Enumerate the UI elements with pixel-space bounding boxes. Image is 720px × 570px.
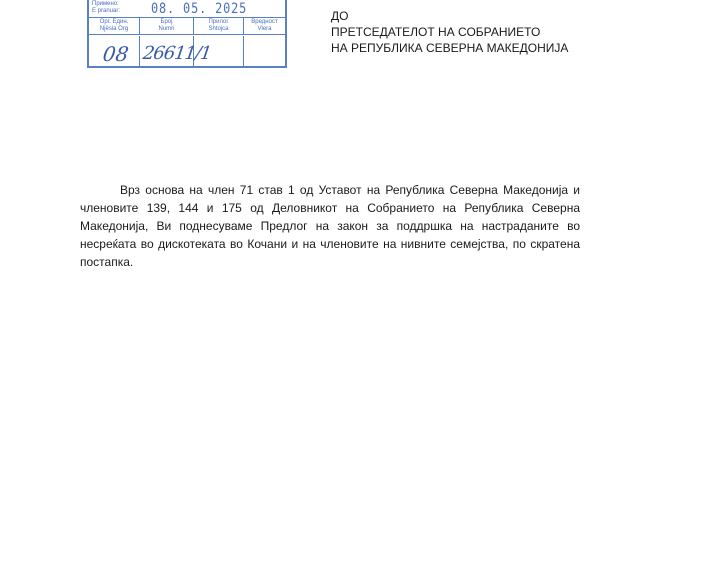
addressee-to: ДО xyxy=(331,9,349,23)
stamp-date-row xyxy=(89,0,285,18)
stamp-value-cell xyxy=(244,36,285,68)
stamp-received-label: Примено: E pranuar: xyxy=(92,1,121,14)
stamp-org-unit-handwritten: 08 xyxy=(101,42,131,66)
stamp-org-unit-header: Орг. Един. Njësia Org xyxy=(89,18,140,35)
stamp-number-handwritten: 26611/1 xyxy=(141,43,213,64)
addressee-block xyxy=(331,8,568,56)
registry-stamp xyxy=(87,0,287,68)
stamp-value-header: Вредност Vlera xyxy=(244,18,285,35)
stamp-number-header: Број Numri xyxy=(140,18,194,35)
stamp-date: 08. 05. 2025 xyxy=(151,1,248,17)
addressee-institution: НА РЕПУБЛИКА СЕВЕРНА МАКЕДОНИЈА xyxy=(331,41,569,55)
stamp-attachment-header: Прилог Shtojca xyxy=(194,18,244,35)
letter-body-paragraph: Врз основа на член 71 став 1 од Уставот на Република Северна Македонија и членовите 139, 144 и 175 од Деловникот на Собранието на Република Северна Македонија, Ви поднесуваме Предлог на закон за поддршка на настраданите во несреќата во дискотеката во Кочани и на членовите на нивните семејства, по скратена постапка. xyxy=(80,183,580,269)
addressee-title: ПРЕТСЕДАТЕЛОТ НА СОБРАНИЕТО xyxy=(331,25,541,39)
